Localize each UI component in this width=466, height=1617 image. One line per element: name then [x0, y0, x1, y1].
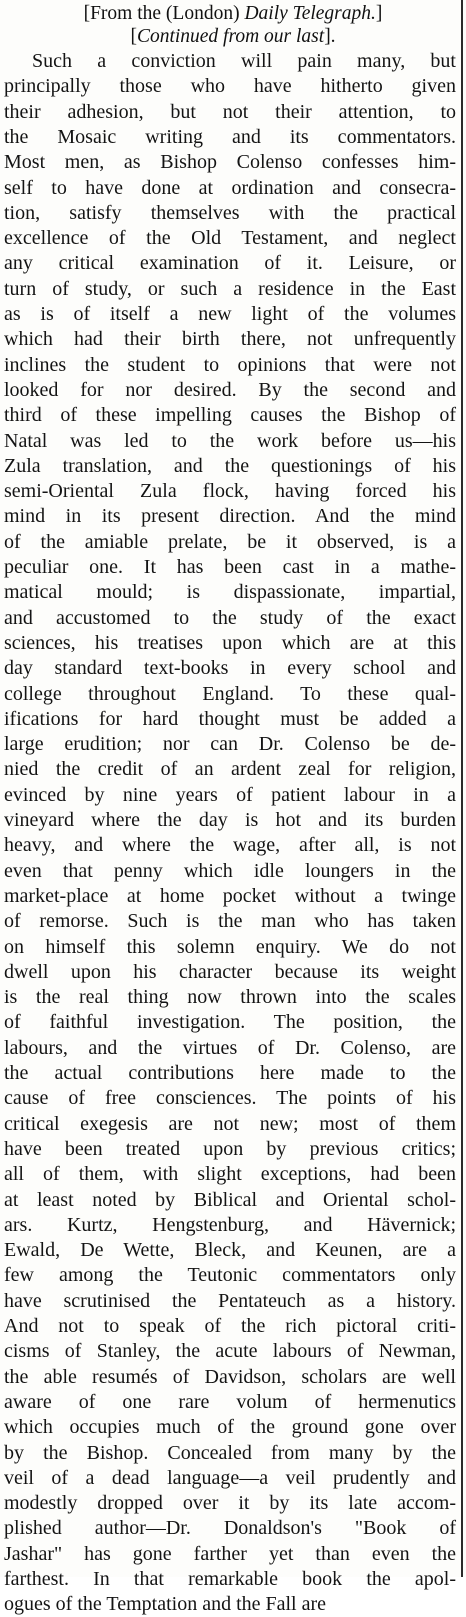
continued-line — [0, 25, 466, 49]
article-line: vineyard where the day is hot and its burden — [4, 809, 456, 831]
article-line: by the Bishop. Concealed from many by the — [4, 1441, 456, 1464]
article-line: of faithful investigation. The position, the — [4, 1011, 456, 1034]
article-line: labours, and the virtues of Dr. Colenso, are — [4, 1036, 456, 1059]
continued-close: ]. — [324, 26, 336, 47]
article-line: large erudition; nor can Dr. Colenso be de- — [4, 733, 456, 756]
article-line: Zula translation, and the questionings of his — [4, 454, 456, 477]
column-rule — [461, 0, 463, 1577]
article-line: which occupies much of the ground gone over — [4, 1416, 456, 1439]
article-line: plished author—Dr. Donaldson's "Book of — [4, 1517, 456, 1540]
article-line: semi-Oriental Zula flock, having forced his — [4, 480, 456, 503]
source-prefix: [From the (London) — [83, 3, 245, 24]
article-line: farthest. In that remarkable book the apol- — [4, 1568, 456, 1590]
article-line: principally those who have hitherto given — [4, 75, 456, 98]
article-line: tion, satisfy themselves with the practical — [4, 201, 456, 224]
article-line: turn of study, or such a residence in the East — [4, 277, 456, 300]
article-line: have been treated upon by previous critics; — [4, 1137, 456, 1160]
article-line: cause of free consciences. The points of his — [4, 1087, 456, 1110]
article-line: of remorse. Such is the man who has taken — [4, 910, 456, 933]
article-line: modestly dropped over it by its late accom- — [4, 1492, 456, 1515]
article-line: college throughout England. To these qual- — [4, 682, 456, 705]
article-line: nied the credit of an ardent zeal for religion, — [4, 758, 456, 781]
article-line: matical mould; is dispassionate, impartial, — [4, 581, 456, 604]
article-line: their adhesion, but not their attention, to — [4, 100, 456, 123]
article-line: and accustomed to the study of the exact — [4, 606, 456, 629]
article-line: And not to speak of the rich pictoral criti- — [4, 1315, 456, 1337]
article-line: have scrutinised the Pentateuch as a history. — [4, 1289, 456, 1312]
source-suffix: ] — [375, 3, 383, 24]
article-line: peculiar one. It has been cast in a mathe- — [4, 556, 456, 578]
article-line: veil of a dead language—a veil prudently and — [4, 1466, 456, 1489]
article-line: the able resumés of Davidson, scholars are well — [4, 1365, 456, 1388]
article-line: third of these impelling causes the Bishop of — [4, 404, 456, 427]
article-line: cisms of Stanley, the acute labours of Newman, — [4, 1340, 456, 1363]
article-line: dwell upon his character because its weight — [4, 960, 456, 983]
article-line: all of them, with slight exceptions, had been — [4, 1163, 456, 1186]
article-line: which had their birth there, not unfrequently — [4, 328, 456, 351]
article-line: Natal was led to the work before us—his — [4, 429, 456, 452]
article-line: as is of itself a new light of the volumes — [4, 303, 456, 325]
article-line: Jashar" has gone farther yet than even the — [4, 1542, 456, 1565]
article-line: self to have done at ordination and consecra- — [4, 176, 456, 199]
continued-note: Continued from our last — [136, 26, 325, 47]
article-line: heavy, and where the wage, after all, is not — [4, 834, 456, 857]
article-line: ifications for hard thought must be added a — [4, 707, 456, 730]
source-paper: Daily Telegraph. — [244, 3, 376, 24]
article-line: even that penny which idle loungers in the — [4, 859, 456, 882]
article-line: sciences, his treatises upon which are at this — [4, 631, 456, 654]
article-line: excellence of the Old Testament, and neglect — [4, 227, 456, 250]
article-line: critical exegesis are not new; most of them — [4, 1112, 456, 1135]
article-line: inclines the student to opinions that were not — [4, 353, 456, 376]
article-line: day standard text-books in every school and — [4, 657, 456, 680]
article-line: Ewald, De Wette, Bleck, and Keunen, are a — [4, 1239, 456, 1262]
article-line: aware of one rare volum of hermenutics — [4, 1390, 456, 1413]
article-line: Such a conviction will pain many, but — [32, 50, 456, 72]
article-line: looked for nor desired. By the second and — [4, 378, 456, 401]
source-line — [0, 2, 466, 26]
article-line: ogues of the Temptation and the Fall are — [4, 1593, 327, 1616]
article-line: evinced by nine years of patient labour in a — [4, 783, 456, 806]
article-line: is the real thing now thrown into the scales — [4, 986, 456, 1009]
article-line: Most men, as Bishop Colenso confesses him- — [4, 151, 456, 174]
article-line: on himself this solemn enquiry. We do not — [4, 935, 456, 958]
article-line: of the amiable prelate, be it observed, is a — [4, 530, 456, 553]
article-line: ars. Kurtz, Hengstenburg, and Hävernick; — [4, 1213, 456, 1236]
article-line: the actual contributions here made to the — [4, 1062, 456, 1084]
article-line: mind in its present direction. And the mind — [4, 505, 456, 528]
article-line: at least noted by Biblical and Oriental schol- — [4, 1188, 456, 1211]
article-line: any critical examination of it. Leisure, or — [4, 252, 456, 275]
article-line: the Mosaic writing and its commentators. — [4, 125, 456, 148]
article-line: few among the Teutonic commentators only — [4, 1264, 456, 1287]
article-line: market-place at home pocket without a twinge — [4, 884, 456, 907]
continued-open: [ — [130, 26, 137, 47]
